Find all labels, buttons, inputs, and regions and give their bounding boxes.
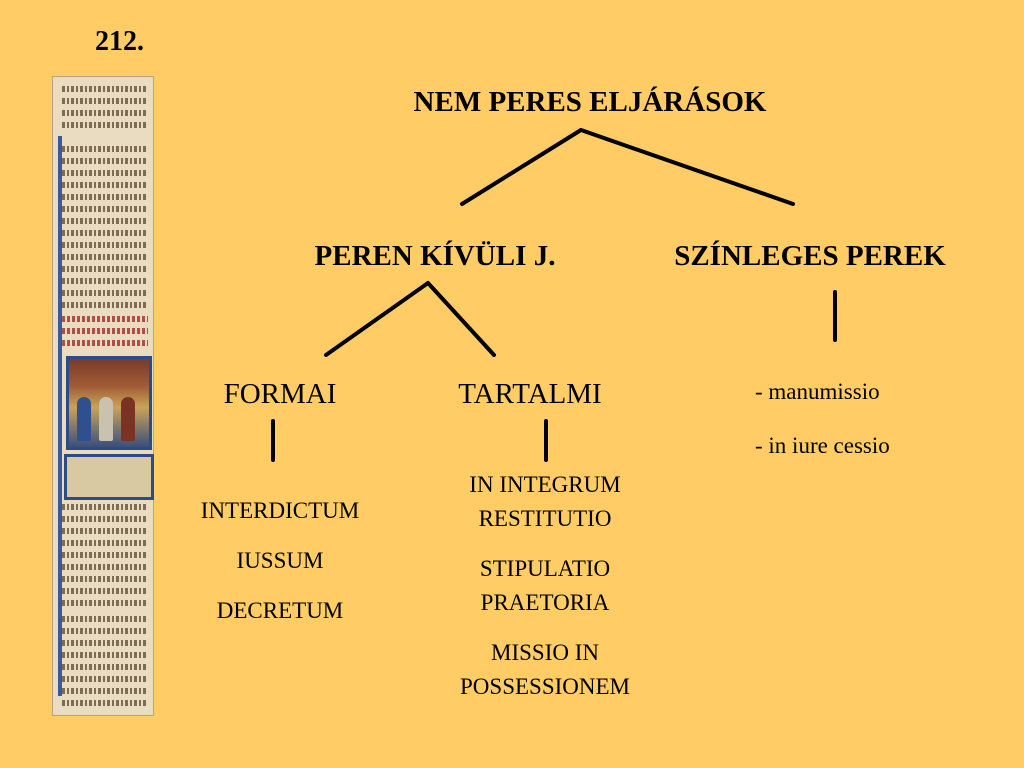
tartalmi-list [420,468,670,720]
connector-root-right [581,130,793,204]
node-tartalmi: TARTALMI [458,378,602,410]
tartalmi-item-line: MISSIO IN [491,640,599,665]
connector-root-left [462,130,581,204]
tartalmi-item-line: POSSESSIONEM [460,674,630,699]
connector-left-tartalmi [428,283,494,355]
tartalmi-item-line: RESTITUTIO [478,506,612,531]
szinleges-item: - in iure cessio [755,433,890,458]
tartalmi-item-line: STIPULATIO [479,556,611,581]
tartalmi-item-line: IN INTEGRUM [469,472,621,497]
formai-item: INTERDICTUM [200,498,360,523]
formai-item: IUSSUM [236,548,324,573]
slide-number: 212. [95,26,144,57]
node-formai: FORMAI [223,378,337,410]
formai-list [160,494,400,644]
tartalmi-item [420,468,670,536]
diagram-title: NEM PERES ELJÁRÁSOK [413,86,767,118]
formai-item: DECRETUM [216,598,344,623]
branch-peren-kivuli: PEREN KÍVÜLI J. [314,240,556,272]
tartalmi-item-line: PRAETORIA [480,590,610,615]
connector-left-formai [326,283,428,355]
branch-szinleges-perek: SZÍNLEGES PEREK [674,240,946,272]
szinleges-list [755,378,890,486]
szinleges-item: - manumissio [755,379,880,404]
tartalmi-item [420,636,670,704]
tartalmi-item [420,552,670,620]
